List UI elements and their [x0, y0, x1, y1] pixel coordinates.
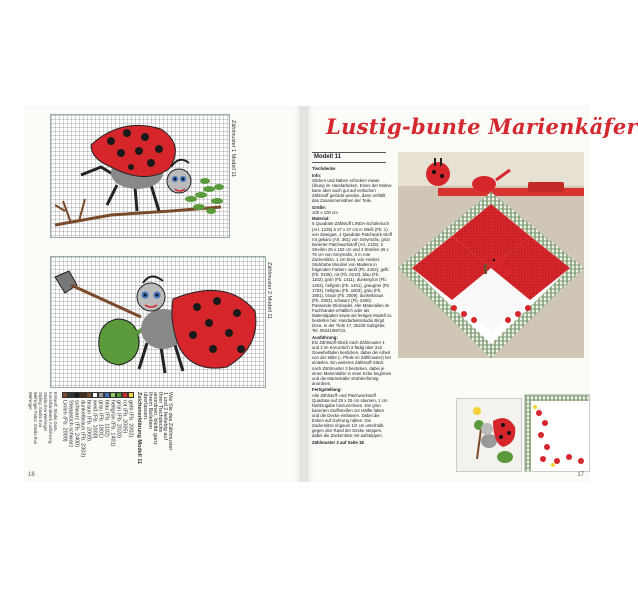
magazine-spread [24, 106, 638, 482]
legend-item-label: hellgrün (Fb. 1401) [109, 400, 116, 447]
legend-item [116, 392, 122, 438]
legend-item [74, 392, 80, 447]
legend-item [128, 392, 134, 437]
legend-item [110, 392, 116, 446]
legend-item [122, 392, 128, 433]
size-text: 100 x 100 cm [312, 209, 338, 215]
legend-swatch [80, 392, 86, 398]
cross-stitch-chart-2 [50, 256, 266, 388]
tablecloth-photo [398, 152, 584, 358]
legend-item [62, 392, 68, 442]
chart-1-label: Zählmuster 1 Modell 11 [230, 120, 236, 178]
legend-item [92, 392, 98, 439]
chart-2-label: Zählmuster 2 Modell 11 [266, 262, 272, 320]
legend-item-label: gelb (Fb. 2002) [127, 400, 134, 438]
legend-swatch [86, 392, 92, 398]
legend-area [28, 392, 173, 465]
detail-ladybug-figure [457, 399, 521, 471]
legend-item [68, 392, 74, 447]
page-number-left: 16 [28, 472, 35, 478]
legend-swatch [68, 392, 74, 398]
modell-heading: Modell 11 [312, 152, 386, 163]
legend-item-label: braun (Fb. 2009) [85, 400, 92, 441]
detail-photo-corner [524, 394, 590, 472]
instructions-text: Wie Sie das Zählmuster 1 und 2 beliebig auf Ihrer Tischdecke anordnen, bleibt ganz Ihrem Belieben überlassen. [142, 392, 173, 451]
ladybug-branch-figure [51, 115, 229, 237]
instructions-column [312, 166, 392, 445]
legend-item-label: grau (Fb. 1801) [97, 400, 104, 438]
detail-corner-figure [525, 395, 589, 471]
left-page [24, 106, 302, 482]
legend-item-label: grün (Fb. 2020) [115, 400, 122, 438]
cross-stitch-chart-1 [50, 114, 230, 238]
legend-item-label: schwarz (Fb. 2400) [73, 400, 80, 448]
legend-swatch [104, 392, 110, 398]
legend-item-label: Linien (Fb. 2009) [61, 400, 68, 442]
page-number-right: 17 [577, 472, 584, 478]
legend-item-label: dunkelbraun (Fb. 2303) [79, 400, 86, 458]
legend-item-label: rot (Fb. 2005) [121, 400, 128, 434]
legend-swatch [128, 392, 134, 398]
finishing-heading: Fertigstellung: [312, 387, 342, 393]
material-heading: Material: [312, 216, 330, 222]
size-heading: Größe: [312, 204, 327, 210]
execution-text: Ein Zählstoff-Stück nach Zählmuster 1 und 2 im Kreuzstich 2-fädig über 2x2 Gewebefäden besticken, dabei die Arbeit von der Mitte (= Pfeile im Zählmuster) her einteilen. Ein weiteres Zählstoff-Stück nach Zählmuster 3 besticken, dabei je einen Marienkäfer in einer Ecke beginnen und die Marienkäfer strahlenförmig anordnen. [312, 340, 392, 386]
finishing-text: Alle Zählstoff- und Patchworkstoff Quadrate auf 25 x 25 cm säumen, 1 cm Nahtzugabe hinzurechnen. Die grün karierten Stoffstreifen zur Hälfte falten und die Decke einfassen. Dabei die Ecken auf Gehrung nähen. Die Zackenlitze ringsum 1/2 cm unterhalb gegen den Rand der Decke steppen, dabei die Zackenlitze mit aufsteppen. [312, 392, 388, 439]
legend-item [98, 392, 104, 438]
legend-item-label: Steppstich schwarz [67, 400, 74, 448]
legend-swatch [74, 392, 80, 398]
info-heading: Info: [312, 172, 322, 178]
detail-photo-ladybug [456, 398, 522, 472]
material-text: 5 Quadrate Zählstoff LINDA-Schülertuch (Art. 1235) à 27 x 27 cm in Weiß (Fb. 1) von Zweigart, 4 Quadrate Patchwork-Stoff rot gekaro (Art. 361) von Smyrnafix, grün karierter Patchworkstoff (Art. 2115): 2 Streifen 26 x 102 cm und 2 Streifen 26 x 76 cm von Smyrnafix, 3 m rote Zackenlitze, 1 cm breit, von Henkel. Stickfarbe Mouliné von Madeira in folgenden Farben: weiß (Fb. 2402), gelb (Fb. 0105), rot (Fb. 0210), blau (Fb. 1102), grün (Fb. 1411), dunkelgrün (Fb. 1403), hellgrün (Fb. 1401), graugrün (Fb. 1702), hellgrau (Fb. 1803), grau (Fb. 1801), braun (Fb. 2009), dunkelbraun (Fb. 2303), schwarz (Fb. 2400). Passende Sticknadel. Alle Materialien im Fachhandel erhältlich oder als Materialpaket sowie als fertiges Modell zu bestellen bei: Handarbeitsstudio Birgit Dora, In der Tiefe 17, 35228 Salzgitter, Tel. 05341/59723. [312, 221, 392, 334]
credits-text: Entwurf: Studio Dora, Kunsthandwerk Ausführung: Studio Eva Wehinger Styling: Studio Eva Wehinger Fotos: Studio Eva Wehinger [28, 392, 58, 445]
execution-heading: Ausführung: [312, 335, 338, 340]
legend-item [104, 392, 110, 437]
right-page [306, 106, 638, 482]
legend-swatch [122, 392, 128, 398]
legend-item [80, 392, 86, 457]
legend-item-label: blau (Fb. 1102) [103, 400, 110, 437]
legend-item [86, 392, 92, 441]
legend-swatch [62, 392, 68, 398]
legend-swatch [116, 392, 122, 398]
legend-swatch [92, 392, 98, 398]
pattern-reference: Zählmuster 3 auf Seite 18 [312, 439, 364, 445]
ladybug-shovel-figure [51, 257, 265, 387]
legend-title: Zeichenerklärung Modell 11 [136, 392, 142, 465]
subject-label: Tischdecke [312, 166, 336, 171]
legend-swatch [110, 392, 116, 398]
info-text: Sticken und Nähen erfordern etwas Übung im Handarbeiten. Eines der Motive kann aber auch gut auf einfachen Zählstoff gestickt werden, dann entfällt das Zusammennähen der Teile. [312, 177, 392, 204]
legend-swatch [98, 392, 104, 398]
legend-item-label: weiß (Fb. 1000) [91, 400, 98, 439]
tablecloth-illustration [398, 152, 584, 358]
page-title: Lustig-bunte Marienkäfer [326, 114, 638, 139]
